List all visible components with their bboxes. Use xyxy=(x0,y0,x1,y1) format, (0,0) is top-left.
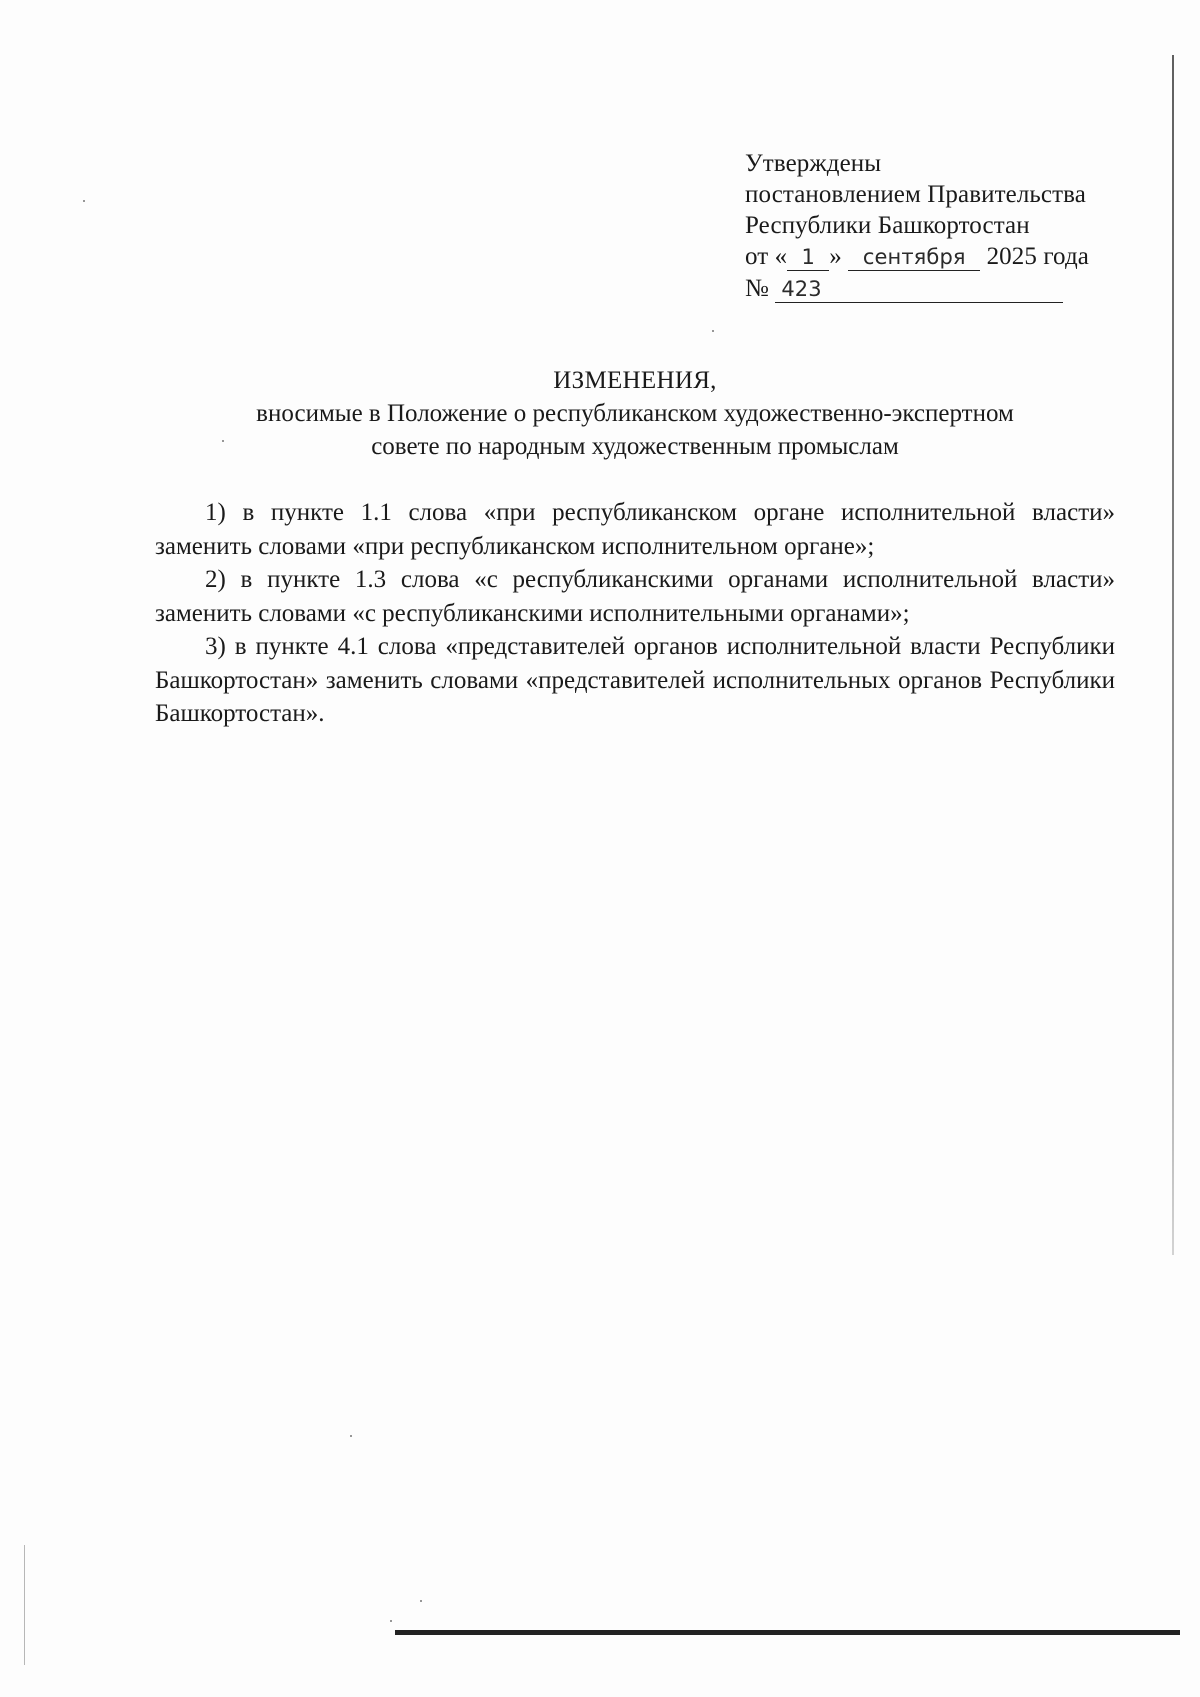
scan-speck xyxy=(420,1600,422,1602)
change-item-2: 2) в пункте 1.3 слова «с республиканскими органами исполнительной власти» заменить словами «с республиканскими исполнительными органами»; xyxy=(155,566,1115,627)
change-item-1: 1) в пункте 1.1 слова «при республиканском органе исполнительной власти» заменить словами «при республиканском исполнительном органе»; xyxy=(155,499,1115,560)
date-prefix: от « xyxy=(745,243,788,270)
scan-speck xyxy=(712,330,714,332)
date-mid: » xyxy=(829,243,842,270)
approval-line-3: Республики Башкортостан xyxy=(745,212,1030,239)
date-month: сентября xyxy=(848,242,980,273)
document-subtitle-line-1: вносимые в Положение о республиканском художественно-экспертном xyxy=(256,400,1014,427)
date-day: 1 xyxy=(787,242,829,273)
document-heading: ИЗМЕНЕНИЯ, xyxy=(553,367,717,394)
scan-speck xyxy=(83,200,85,202)
document-body xyxy=(155,496,1115,731)
number-prefix: № xyxy=(745,275,769,302)
date-year: 2025 года xyxy=(986,243,1089,270)
approval-stamp-block xyxy=(745,148,1175,305)
approval-date-line xyxy=(745,241,1175,273)
scan-bottom-line xyxy=(395,1630,1180,1635)
scan-speck xyxy=(350,1435,352,1437)
document-number: 423 xyxy=(775,274,1063,305)
scan-speck xyxy=(390,1620,392,1622)
document-subtitle-line-2: совете по народным художественным промыслам xyxy=(371,433,899,460)
approval-line-1: Утверждены xyxy=(745,150,882,177)
change-item-3: 3) в пункте 4.1 слова «представителей органов исполнительной власти Республики Башкортостан» заменить словами «представителей исполнительных органов Республики Башкортостан». xyxy=(155,633,1115,727)
approval-line-2: постановлением Правительства xyxy=(745,181,1086,208)
document-title-block xyxy=(150,364,1120,463)
scan-edge-left xyxy=(24,1545,25,1665)
approval-number-line xyxy=(745,273,1175,305)
